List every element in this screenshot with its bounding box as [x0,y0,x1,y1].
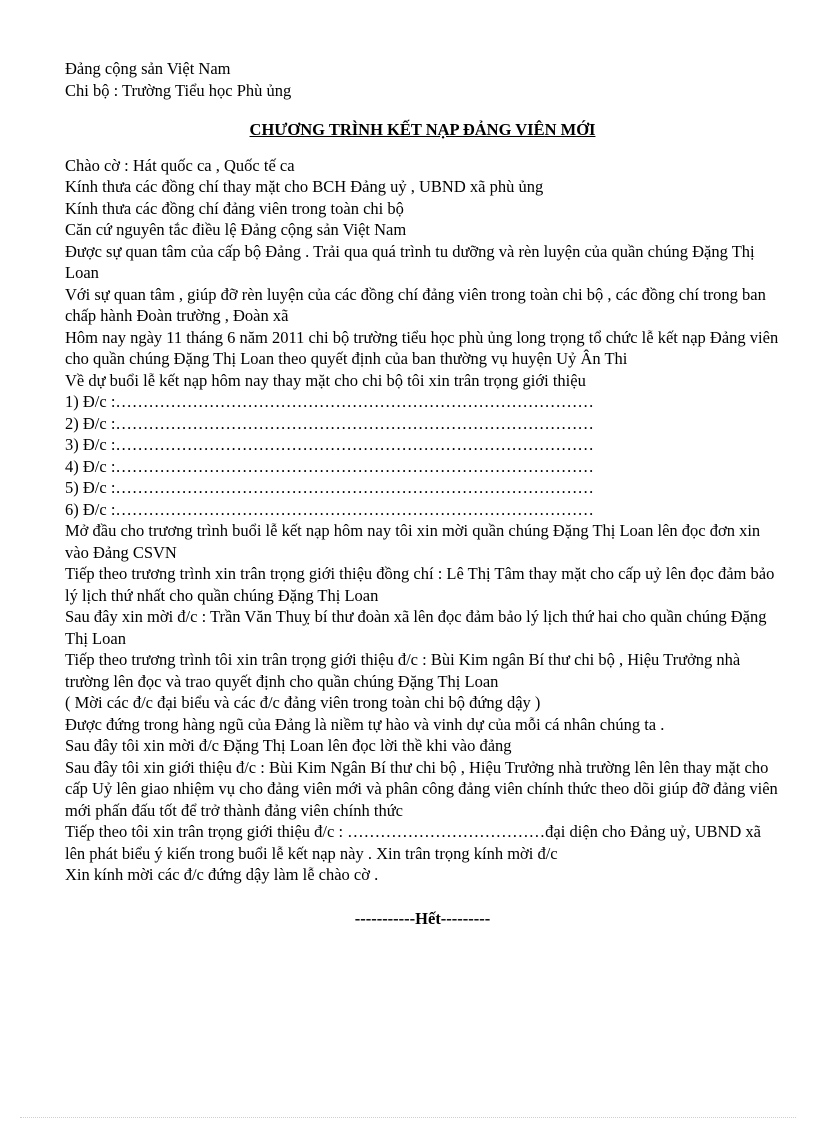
guest-line: 5) Đ/c :…………………………………………………………………………… [65,478,594,497]
branch-name: Chi bộ : Trường Tiểu học Phù ủng [65,80,292,100]
intro-line: Với sự quan tâm , giúp đỡ rèn luyện của các đồng chí đảng viên trong toàn chi bộ , các đồng chí trong ban chấp hành Đoàn trường , Đoàn xã [65,284,766,325]
document-title: CHƯƠNG TRÌNH KẾT NẠP ĐẢNG VIÊN MỚI [249,120,596,139]
intro-line: Căn cứ nguyên tắc điều lệ Đảng cộng sản Việt Nam [65,220,407,239]
guest-line: 4) Đ/c :…………………………………………………………………………… [65,456,594,476]
body-paragraph: Sau đây tôi xin giới thiệu đ/c : Bùi Kim Ngân Bí thư chi bộ , Hiệu Trưởng nhà trường lên lên thay mặt cho cấp Uỷ lên giao nhiệm vụ cho đảng viên mới và phân công đảng viên chính thức theo dõi giúp đỡ đảng viên mới phấn đấu tốt để trở thành đảng viên chính thức [65,757,778,820]
end-marker: -----------Hết--------- [354,908,491,928]
guest-line: 2) Đ/c :…………………………………………………………………………… [65,413,594,433]
body-paragraph: Tiếp theo trương trình xin trân trọng giới thiệu đồng chí : Lê Thị Tâm thay mặt cho cấp uỷ lên đọc đảm bảo lý lịch thứ nhất cho quần chúng Đặng Thị Loan [65,564,775,605]
intro-line: Kính thưa các đồng chí đảng viên trong toàn chi bộ [65,198,404,218]
guest-line: 3) Đ/c :…………………………………………………………………………… [65,435,594,454]
body-paragraph: Tiếp theo trương trình tôi xin trân trọng giới thiệu đ/c : Bùi Kim ngân Bí thư chi bộ , Hiệu Trưởng nhà trường lên đọc và trao quyết định cho quần chúng Đặng Thị Loan [65,650,741,691]
intro-line: Về dự buổi lễ kết nạp hôm nay thay mặt cho chi bộ tôi xin trân trọng giới thiệu [65,370,586,390]
body-paragraph: ( Mời các đ/c đại biểu và các đ/c đảng viên trong toàn chi bộ đứng dậy ) [65,693,541,712]
body-paragraph: Xin kính mời các đ/c đứng dậy làm lễ chào cờ . [65,865,379,884]
body-paragraph: Tiếp theo tôi xin trân trọng giới thiệu đ/c : ………………………………đại diện cho Đảng uỷ, UBND xã lên phát biểu ý kiến trong buổi lễ kết nạp này . Xin trân trọng kính mời đ/c [65,822,762,863]
intro-line: Được sự quan tâm của cấp bộ Đảng . Trải qua quá trình tu dưỡng và rèn luyện của quần chúng Đặng Thị Loan [65,241,755,282]
body-paragraph: Được đứng trong hàng ngũ của Đảng là niềm tự hào và vinh dự của mỗi cá nhân chúng ta . [65,714,665,734]
guest-line: 1) Đ/c :…………………………………………………………………………… [65,392,594,411]
body-paragraph: Sau đây tôi xin mời đ/c Đặng Thị Loan lên đọc lời thề khi vào đảng [65,736,512,755]
intro-line: Hôm nay ngày 11 tháng 6 năm 2011 chi bộ trường tiểu học phù ủng long trọng tổ chức lễ kết nạp Đảng viên cho quần chúng Đặng Thị Loan theo quyết định của ban thường vụ huyện Uỷ Ân Thi [65,327,779,368]
intro-line: Kính thưa các đồng chí thay mặt cho BCH Đảng uỷ , UBND xã phù ủng [65,177,544,196]
intro-line: Chào cờ : Hát quốc ca , Quốc tế ca [65,155,295,175]
party-name: Đảng cộng sản Việt Nam [65,59,231,78]
document-page [65,58,780,929]
page-bottom-divider [20,1117,796,1118]
guest-line: 6) Đ/c :…………………………………………………………………………… [65,499,594,519]
body-paragraph: Sau đây xin mời đ/c : Trần Văn Thuỵ bí thư đoàn xã lên đọc đảm bảo lý lịch thứ hai cho quần chúng Đặng Thị Loan [65,607,767,648]
body-paragraph: Mở đầu cho trương trình buổi lễ kết nạp hôm nay tôi xin mời quần chúng Đặng Thị Loan lên đọc đơn xin vào Đảng CSVN [65,521,761,562]
